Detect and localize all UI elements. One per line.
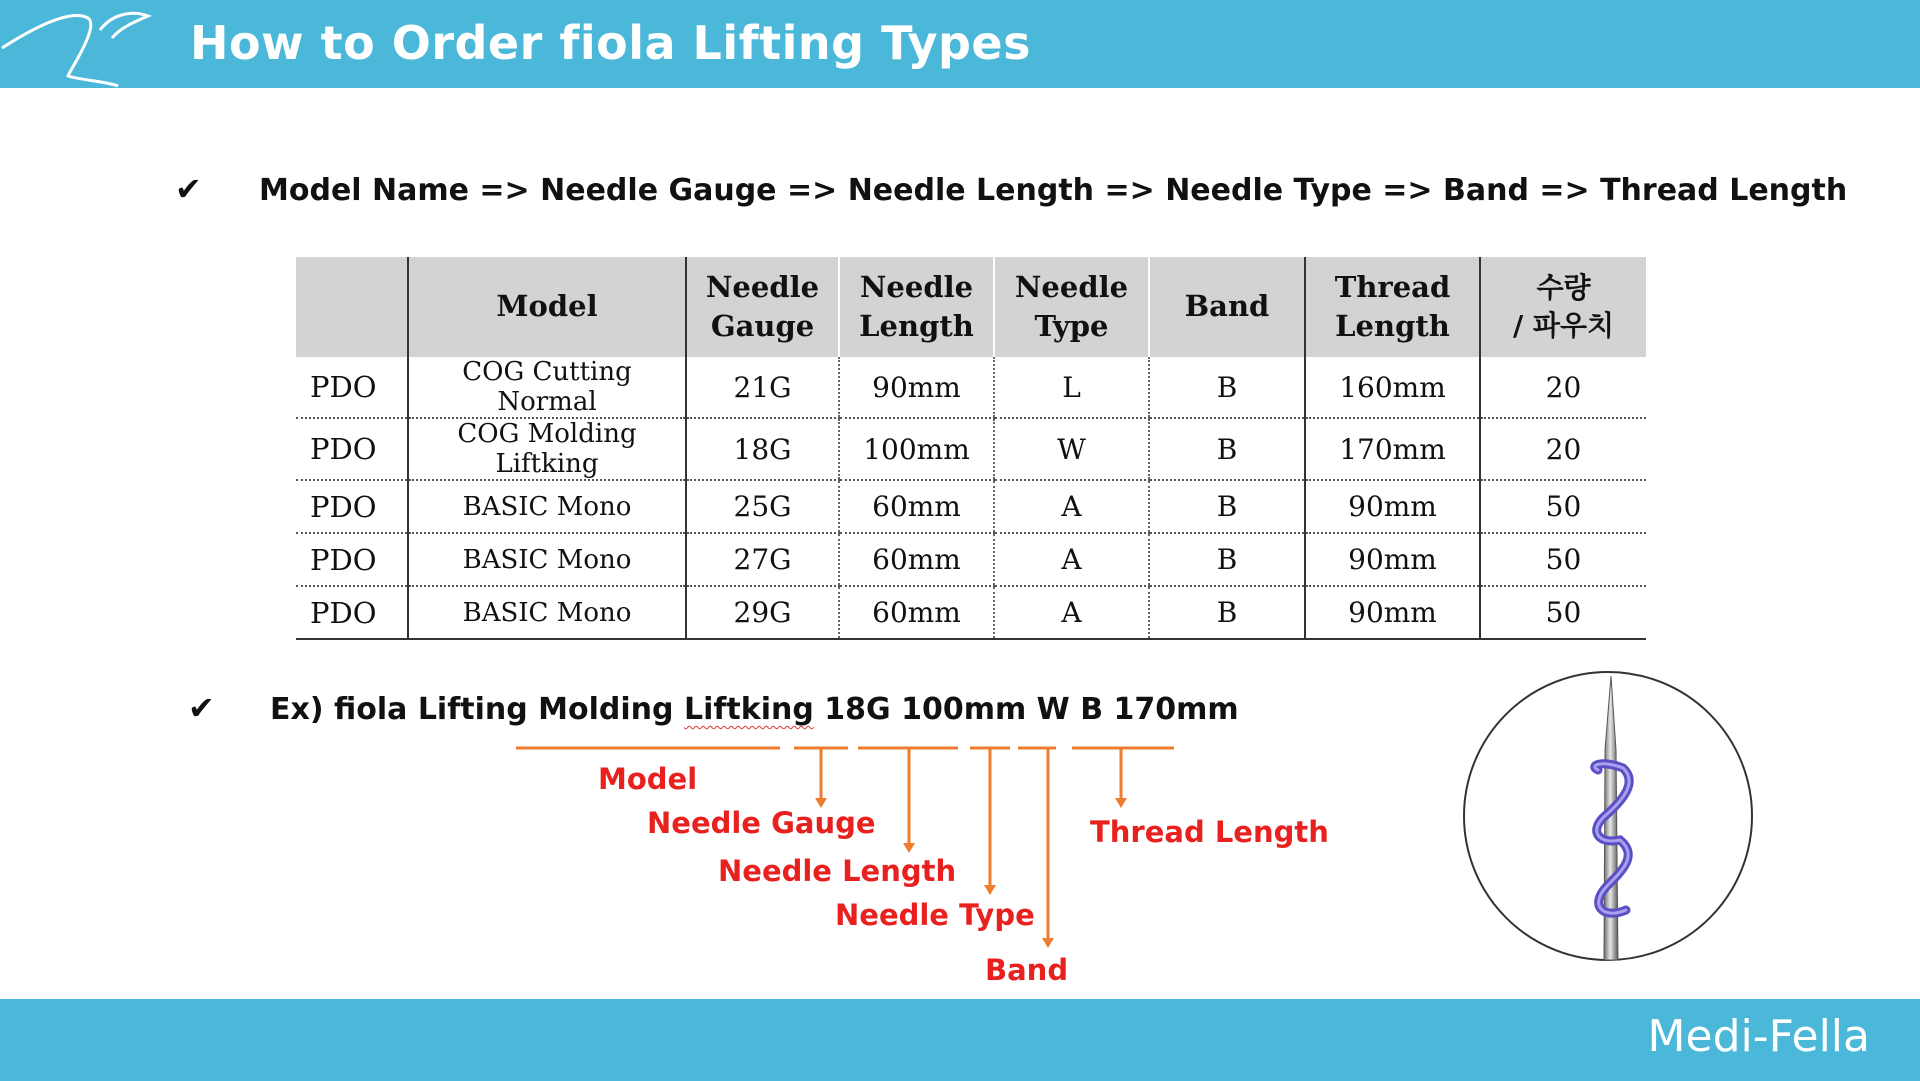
table-cell: BASIC Mono — [408, 480, 686, 533]
table-cell: 170mm — [1305, 418, 1480, 480]
table-cell: PDO — [296, 480, 408, 533]
column-header-7: 수량 / 파우치 — [1480, 257, 1646, 357]
table-cell: 100mm — [839, 418, 994, 480]
column-header-1: Model — [408, 257, 686, 357]
table-cell: COG Molding Liftking — [408, 418, 686, 480]
brand-logo: Medi-Fella — [1647, 1011, 1870, 1062]
table-cell: 60mm — [839, 533, 994, 586]
table-cell: B — [1149, 533, 1305, 586]
table-cell: L — [994, 357, 1149, 418]
table-cell: 60mm — [839, 586, 994, 639]
column-header-2: Needle Gauge — [686, 257, 839, 357]
table-cell: 20 — [1480, 418, 1646, 480]
table-cell: 50 — [1480, 586, 1646, 639]
table-cell: B — [1149, 357, 1305, 418]
example-suffix: 18G 100mm W B 170mm — [813, 692, 1239, 727]
table-cell: W — [994, 418, 1149, 480]
table-cell: A — [994, 586, 1149, 639]
table-cell: 20 — [1480, 357, 1646, 418]
table-cell: BASIC Mono — [408, 586, 686, 639]
page-title: How to Order fiola Lifting Types — [190, 16, 1031, 70]
label-model: Model — [598, 762, 698, 796]
table-cell: PDO — [296, 586, 408, 639]
checkmark-icon: ✔ — [188, 689, 215, 727]
table-cell: 29G — [686, 586, 839, 639]
table-cell: 25G — [686, 480, 839, 533]
footer-bar — [0, 999, 1920, 1081]
table-cell: 21G — [686, 357, 839, 418]
table-cell: 60mm — [839, 480, 994, 533]
table-cell: 27G — [686, 533, 839, 586]
label-needle-gauge: Needle Gauge — [647, 806, 876, 840]
table-cell: 90mm — [1305, 586, 1480, 639]
table-cell: B — [1149, 586, 1305, 639]
table-cell: 160mm — [1305, 357, 1480, 418]
label-needle-length: Needle Length — [718, 854, 957, 888]
table-cell: 90mm — [1305, 533, 1480, 586]
table-cell: PDO — [296, 357, 408, 418]
label-thread-length: Thread Length — [1090, 815, 1329, 849]
table-cell: BASIC Mono — [408, 533, 686, 586]
checkmark-icon: ✔ — [175, 170, 202, 208]
table-cell: A — [994, 533, 1149, 586]
table-cell: A — [994, 480, 1149, 533]
table-cell: B — [1149, 418, 1305, 480]
example-liftking: Liftking — [683, 692, 814, 727]
example-prefix: Ex) fiola Lifting Molding — [270, 692, 684, 727]
table-cell: 90mm — [1305, 480, 1480, 533]
table-cell: 50 — [1480, 480, 1646, 533]
order-sequence-text: Model Name => Needle Gauge => Needle Length => Needle Type => Band => Thread Length — [259, 173, 1848, 208]
table-cell: COG Cutting Normal — [408, 357, 686, 418]
table-cell: 50 — [1480, 533, 1646, 586]
column-header-5: Band — [1149, 257, 1305, 357]
column-header-3: Needle Length — [839, 257, 994, 357]
label-band: Band — [985, 953, 1069, 987]
table-cell: PDO — [296, 418, 408, 480]
table-cell: PDO — [296, 533, 408, 586]
table-cell: B — [1149, 480, 1305, 533]
table-cell: 90mm — [839, 357, 994, 418]
label-needle-type: Needle Type — [835, 898, 1035, 932]
column-header-4: Needle Type — [994, 257, 1149, 357]
table-cell: 18G — [686, 418, 839, 480]
column-header-6: Thread Length — [1305, 257, 1480, 357]
needle-thread-icon — [1458, 670, 1758, 970]
